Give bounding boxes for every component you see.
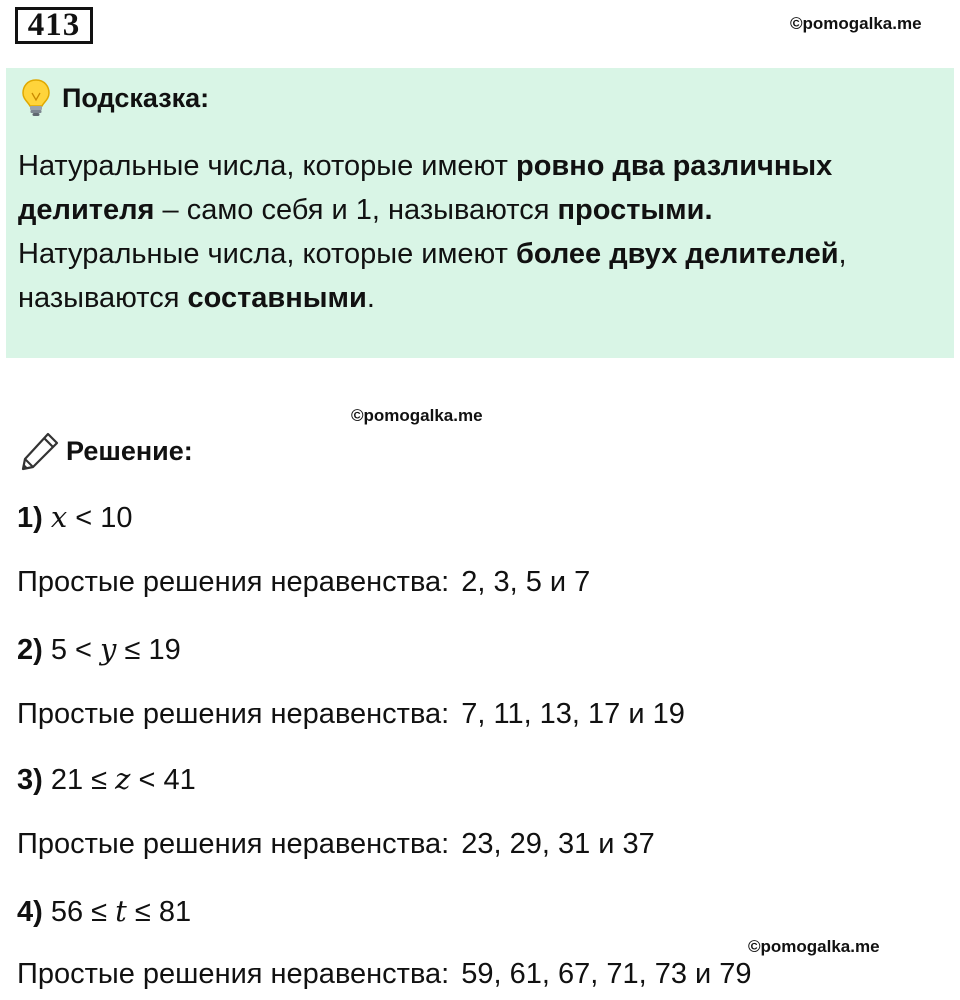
hint-text-span: – само себя и 1, называются: [154, 194, 558, 226]
watermark-bottom: ©pomogalka.me: [748, 937, 880, 956]
problem-number: 413: [15, 7, 93, 44]
hint-text-span: Натуральные числа, которые имеют: [18, 238, 516, 270]
inequality-1: [17, 500, 133, 535]
hint-line-4: [18, 276, 938, 320]
answer-values: 2, 3, 5 и 7: [461, 566, 591, 598]
hint-bold-span: ровно два различных: [515, 150, 833, 182]
answer-values: 59, 61, 67, 71, 73 и 79: [461, 958, 752, 990]
hint-line-3: [18, 232, 938, 276]
hint-bold-span: составными: [187, 282, 367, 314]
variable: y: [100, 632, 117, 666]
inequality-suffix: ≤ 19: [116, 634, 181, 666]
hint-bold-span: делителя: [18, 194, 155, 226]
inequality-prefix: 5 <: [50, 634, 101, 666]
answer-label: Простые решения неравенства:: [17, 566, 450, 598]
item-number: 1): [17, 502, 43, 534]
item-number: 4): [17, 896, 43, 928]
hint-bold-span: простыми.: [557, 194, 713, 226]
inequality-prefix: 56 ≤: [50, 896, 116, 928]
item-number: 2): [17, 634, 43, 666]
hint-line-1: [18, 144, 938, 188]
solution-header: [18, 428, 193, 474]
pencil-icon: [18, 429, 62, 473]
inequality-suffix: < 41: [130, 764, 196, 796]
answer-line-1: [17, 566, 590, 599]
inequality-3: [17, 762, 196, 797]
answer-label: Простые решения неравенства:: [17, 698, 450, 730]
hint-text-span: .: [366, 282, 375, 314]
answer-label: Простые решения неравенства:: [17, 958, 450, 990]
hint-text-span: называются: [18, 282, 188, 314]
inequality-prefix: 21 ≤: [50, 764, 116, 796]
inequality-4: [17, 894, 191, 929]
inequality-suffix: ≤ 81: [126, 896, 192, 928]
answer-line-2: [17, 698, 685, 731]
answer-line-4: [17, 958, 752, 991]
hint-line-2: [18, 188, 938, 232]
inequality-2: [17, 632, 181, 667]
variable: x: [50, 500, 68, 534]
watermark-middle: ©pomogalka.me: [351, 406, 483, 425]
answer-values: 7, 11, 13, 17 и 19: [461, 698, 685, 730]
answer-values: 23, 29, 31 и 37: [461, 828, 655, 860]
answer-line-3: [17, 828, 655, 861]
hint-box: [6, 68, 954, 358]
hint-title: Подсказка:: [62, 82, 210, 113]
hint-bold-span: более двух делителей: [515, 238, 839, 270]
hint-text-span: ,: [838, 238, 847, 270]
item-number: 3): [17, 764, 43, 796]
variable: t: [115, 894, 127, 928]
hint-header: [20, 80, 209, 116]
inequality-suffix: < 10: [67, 502, 133, 534]
answer-label: Простые решения неравенства:: [17, 828, 450, 860]
hint-text-span: Натуральные числа, которые имеют: [18, 150, 516, 182]
solution-title: Решение:: [66, 435, 193, 466]
variable: z: [115, 762, 131, 796]
hint-text: [18, 144, 938, 320]
watermark-top: ©pomogalka.me: [790, 14, 922, 33]
lightbulb-icon: [20, 78, 52, 118]
